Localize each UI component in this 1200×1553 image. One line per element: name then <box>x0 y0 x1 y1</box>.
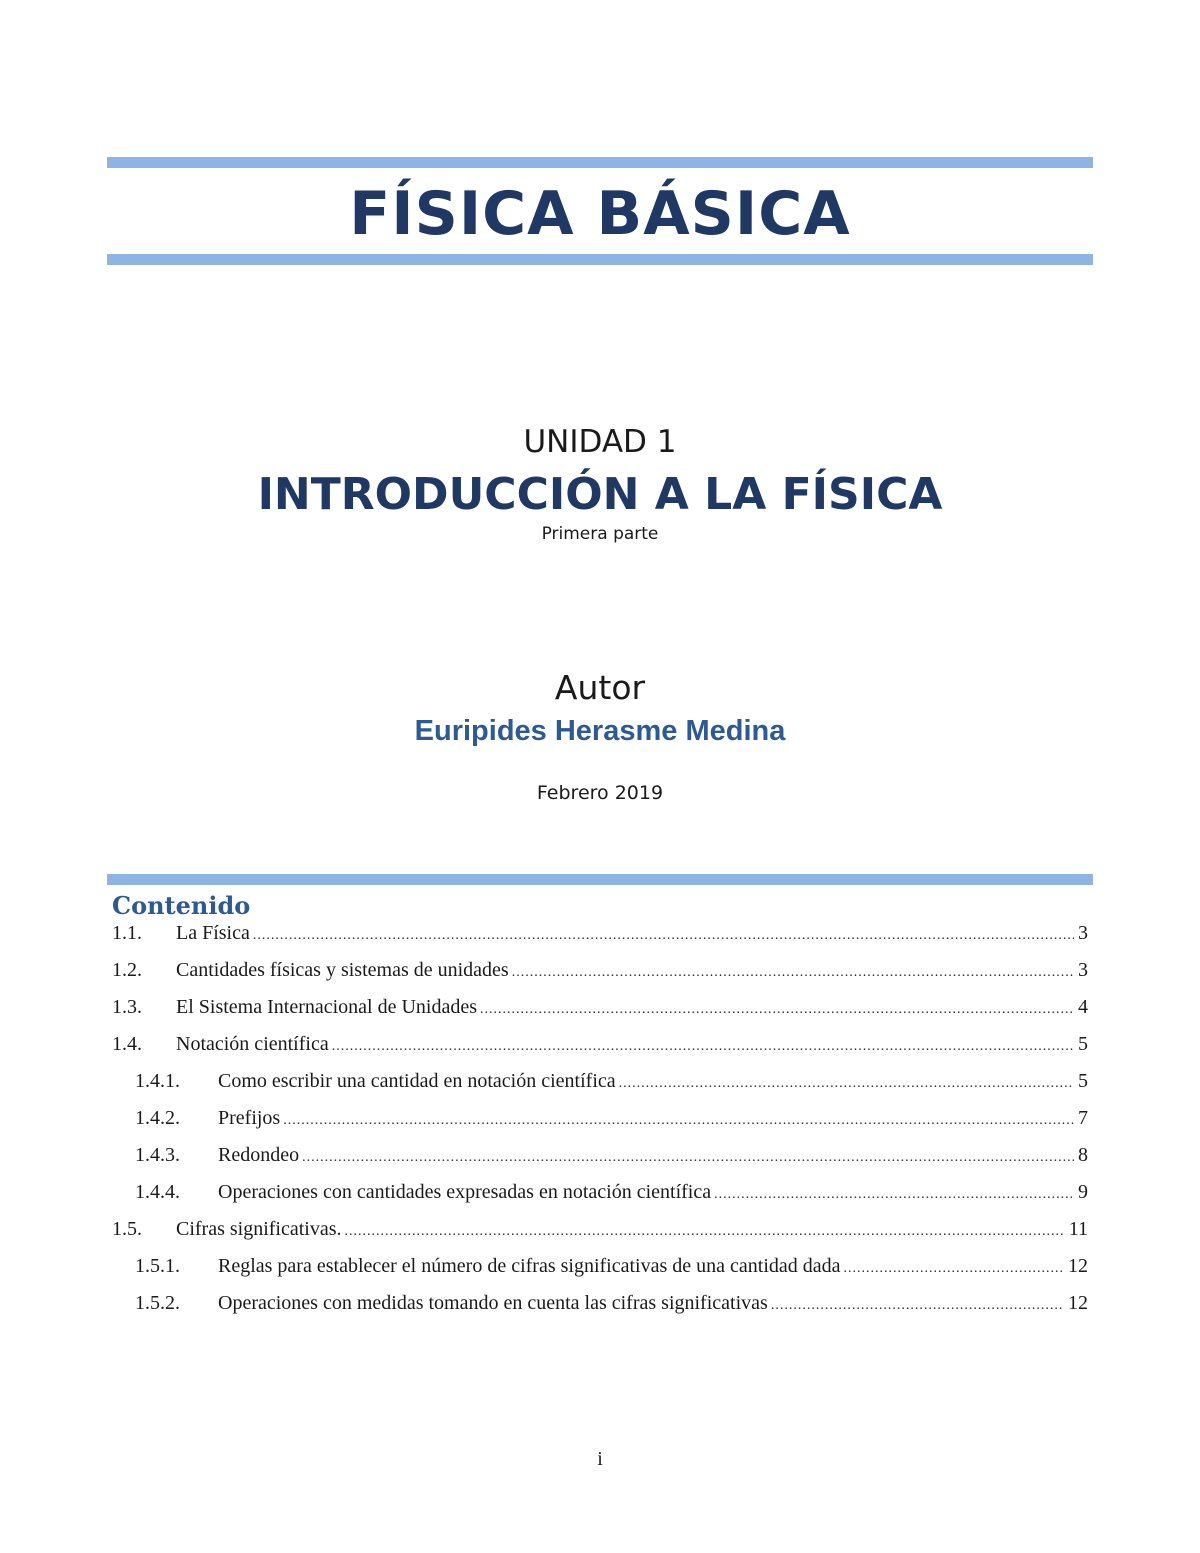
toc-entry-title[interactable]: Notación científica <box>176 1033 329 1055</box>
author-name: Euripides Herasme Medina <box>414 715 786 747</box>
toc-subentry[interactable] <box>112 1107 1088 1144</box>
toc-leader-dots <box>332 1039 1074 1055</box>
toc-entry-title[interactable]: El Sistema Internacional de Unidades <box>176 996 478 1018</box>
unit-subtitle: Primera parte <box>541 524 659 544</box>
toc-entry-page[interactable]: 9 <box>1078 1181 1088 1203</box>
toc-leader-dots <box>253 928 1074 944</box>
toc-leader-dots <box>283 1113 1074 1129</box>
toc-leader-dots <box>345 1224 1065 1240</box>
toc-heading: Contenido <box>112 891 251 920</box>
toc-entry[interactable] <box>112 959 1088 996</box>
toc-leader-dots <box>844 1261 1065 1277</box>
toc-entry-number: 1.4.3. <box>135 1144 180 1166</box>
toc-leader-dots <box>480 1002 1074 1018</box>
unit-title: INTRODUCCIÓN A LA FÍSICA <box>257 469 943 520</box>
toc-leader-dots <box>619 1076 1074 1092</box>
toc-entry-number: 1.5.2. <box>135 1292 180 1314</box>
toc-leader-dots <box>771 1298 1064 1314</box>
toc-leader-dots <box>714 1187 1074 1203</box>
toc-top-rule <box>107 874 1093 885</box>
unit-label: UNIDAD 1 <box>523 424 677 460</box>
toc-subentry[interactable] <box>112 1292 1088 1329</box>
toc-entry-title[interactable]: Como escribir una cantidad en notación científica <box>218 1070 616 1092</box>
toc-entry-page[interactable]: 4 <box>1078 996 1088 1018</box>
title-top-rule <box>107 157 1093 168</box>
toc-subentry[interactable] <box>112 1181 1088 1218</box>
toc-entry-number: 1.1. <box>112 922 142 944</box>
toc-leader-dots <box>302 1150 1074 1166</box>
toc-entry-number: 1.3. <box>112 996 142 1018</box>
author-label: Autor <box>554 668 646 707</box>
toc-entry-number: 1.5.1. <box>135 1255 180 1277</box>
toc-leader-dots <box>512 965 1074 981</box>
toc-entry-title[interactable]: Cantidades físicas y sistemas de unidades <box>176 959 509 981</box>
toc-entry-number: 1.4. <box>112 1033 142 1055</box>
toc-entry-page[interactable]: 3 <box>1078 922 1088 944</box>
toc-entry-page[interactable]: 11 <box>1068 1218 1088 1240</box>
toc-entry-title[interactable]: Operaciones con medidas tomando en cuenta las cifras significativas <box>218 1292 768 1314</box>
toc-entry-page[interactable]: 12 <box>1068 1292 1088 1314</box>
title-bottom-rule <box>107 254 1093 265</box>
table-of-contents <box>112 922 1088 1329</box>
toc-entry-title[interactable]: La Física <box>176 922 250 944</box>
page-number: i <box>597 1448 603 1470</box>
toc-subentry[interactable] <box>112 1144 1088 1181</box>
toc-entry-number: 1.4.4. <box>135 1181 180 1203</box>
toc-entry[interactable] <box>112 996 1088 1033</box>
toc-entry-number: 1.4.1. <box>135 1070 180 1092</box>
toc-entry-page[interactable]: 8 <box>1078 1144 1088 1166</box>
toc-entry-number: 1.4.2. <box>135 1107 180 1129</box>
toc-entry-title[interactable]: Redondeo <box>218 1144 300 1166</box>
toc-entry-number: 1.2. <box>112 959 142 981</box>
toc-entry-page[interactable]: 5 <box>1078 1033 1088 1055</box>
toc-entry-page[interactable]: 12 <box>1068 1255 1088 1277</box>
toc-entry-page[interactable]: 3 <box>1078 959 1088 981</box>
toc-entry-title[interactable]: Reglas para establecer el número de cifras significativas de una cantidad dada <box>218 1255 841 1277</box>
document-title: FÍSICA BÁSICA <box>349 179 851 249</box>
toc-entry-page[interactable]: 5 <box>1078 1070 1088 1092</box>
toc-subentry[interactable] <box>112 1070 1088 1107</box>
toc-entry[interactable] <box>112 1033 1088 1070</box>
publication-date: Febrero 2019 <box>536 782 664 804</box>
toc-entry-title[interactable]: Operaciones con cantidades expresadas en notación científica <box>218 1181 712 1203</box>
toc-entry-title[interactable]: Cifras significativas. <box>176 1218 342 1240</box>
toc-entry-page[interactable]: 7 <box>1078 1107 1088 1129</box>
toc-entry[interactable] <box>112 1218 1088 1255</box>
toc-entry-title[interactable]: Prefijos <box>218 1107 281 1129</box>
toc-entry[interactable] <box>112 922 1088 959</box>
toc-entry-number: 1.5. <box>112 1218 142 1240</box>
toc-subentry[interactable] <box>112 1255 1088 1292</box>
